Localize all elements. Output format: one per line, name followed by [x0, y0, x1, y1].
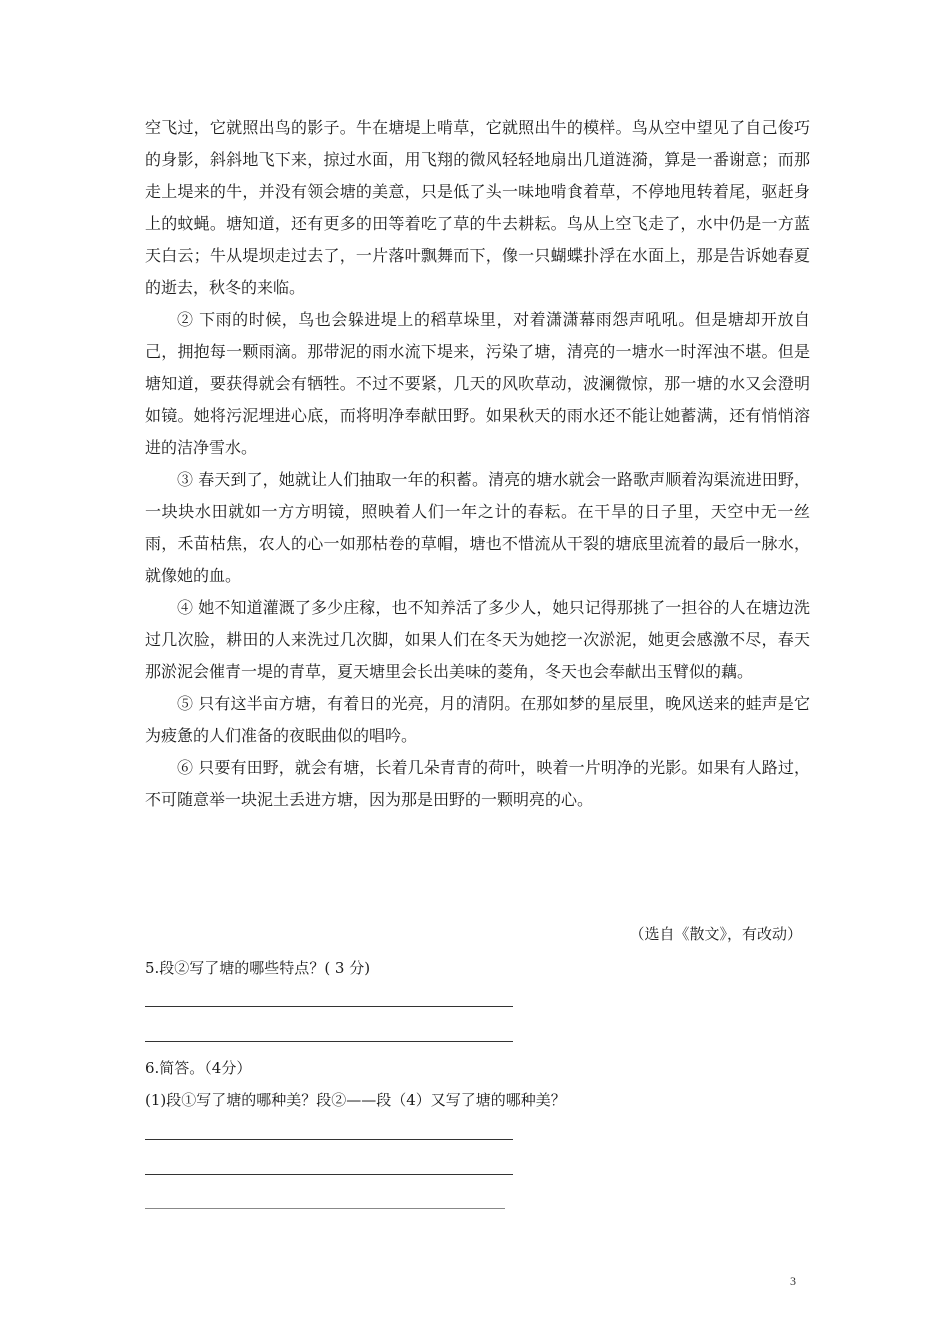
answer-line — [145, 1139, 513, 1140]
answer-line — [145, 1174, 513, 1175]
question-5: 5.段②写了塘的哪些特点？( 3 分) — [145, 959, 371, 977]
paragraph-1-continuation: 空飞过，它就照出鸟的影子。牛在塘堤上啃草，它就照出牛的模样。鸟从空中望见了自己俊巧的身影，斜斜地飞下来，掠过水面，用飞翔的微风轻轻地扇出几道涟漪，算是一番谢意；而那走上堤来的牛，并没有领会塘的美意，只是低了头一味地啃食着草，不停地甩转着尾，驱赶身上的蚊蝇。塘知道，还有更多的田等着吃了草的牛去耕耘。鸟从上空飞走了，水中仍是一方蓝天白云；牛从堤坝走过去了，一片落叶飘舞而下，像一只蝴蝶扑浮在水面上，那是告诉她春夏的逝去，秋冬的来临。 — [145, 118, 810, 297]
paragraph-4: ④ 她不知道灌溉了多少庄稼，也不知养活了多少人，她只记得那挑了一担谷的人在塘边洗过几次脸，耕田的人来洗过几次脚，如果人们在冬天为她挖一次淤泥，她更会感激不尽，春天那淤泥会催青一堤的青草，夏天塘里会长出美味的菱角，冬天也会奉献出玉臂似的藕。 — [145, 598, 810, 681]
source-citation: （选自《散文》，有改动） — [629, 925, 802, 943]
passage-body — [145, 112, 810, 816]
paragraph-5: ⑤ 只有这半亩方塘，有着日的光亮，月的清阴。在那如梦的星辰里，晚风送来的蛙声是它为疲惫的人们准备的夜眠曲似的唱吟。 — [145, 694, 810, 745]
question-6-1: (1)段①写了塘的哪种美？段②——段（4）又写了塘的哪种美？ — [145, 1091, 566, 1109]
paragraph-3: ③ 春天到了，她就让人们抽取一年的积蓄。清亮的塘水就会一路歌声顺着沟渠流进田野，一块块水田就如一方方明镜，照映着人们一年之计的春耘。在干旱的日子里，天空中无一丝雨，禾苗枯焦，农人的心一如那枯卷的草帽，塘也不惜流从干裂的塘底里流着的最后一脉水，就像她的血。 — [145, 470, 810, 585]
paragraph-6: ⑥ 只要有田野，就会有塘，长着几朵青青的荷叶，映着一片明净的光影。如果有人路过，不可随意举一块泥土丢进方塘，因为那是田野的一颗明亮的心。 — [145, 758, 810, 809]
question-6: 6.简答。（4分） — [145, 1059, 252, 1077]
answer-line — [145, 1006, 513, 1007]
paragraph-2: ② 下雨的时候，鸟也会躲进堤上的稻草垛里，对着潇潇幕雨怨声吼吼。但是塘却开放自己，拥抱每一颗雨滴。那带泥的雨水流下堤来，污染了塘，清亮的一塘水一时浑浊不堪。但是塘知道，要获得就会有牺牲。不过不要紧，几天的风吹草动，波澜微惊，那一塘的水又会澄明如镜。她将污泥埋进心底，而将明净奉献田野。如果秋天的雨水还不能让她蓄满，还有悄悄溶进的洁净雪水。 — [145, 310, 810, 457]
answer-line — [145, 1208, 505, 1209]
answer-line — [145, 1041, 513, 1042]
page-number: 3 — [790, 1274, 796, 1288]
